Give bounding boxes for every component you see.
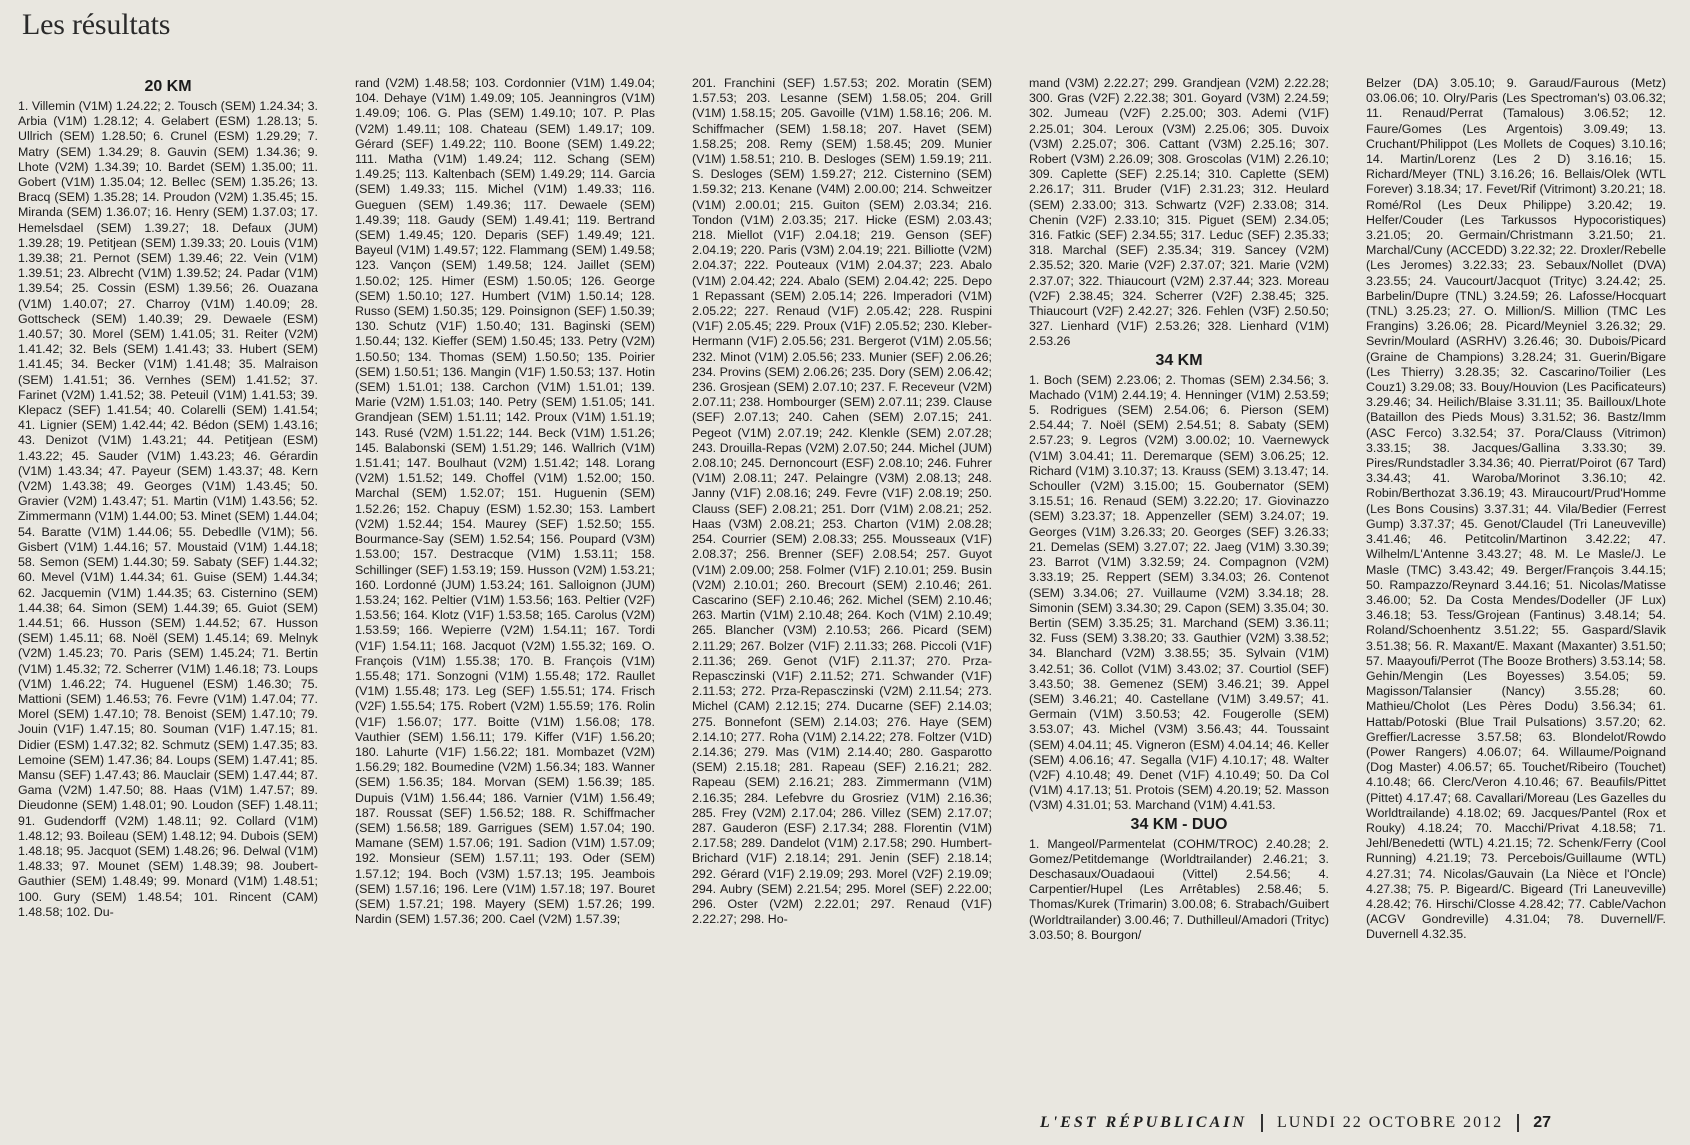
footer-divider bbox=[1517, 1114, 1519, 1132]
results-column-4 bbox=[1029, 76, 1329, 1066]
section-title-34km-duo: 34 KM - DUO bbox=[1130, 815, 1228, 833]
results-text: rand (V2M) 1.48.58; 103. Cordonnier (V1M) 1.49.04; 104. Dehaye (V1M) 1.49.09; 105. Jeanningros (V1M) 1.49.09; 106. G. Plas (SEM) 1.49.10; 107. P. Plas (V2M) 1.49.11; 108. Chateau (SEM) 1.49.17; 109. Gérard (SEF) 1.49.22; 110. Boone (SEM) 1.49.22; 111. Matha (V1M) 1.49.24; 112. Schang (SEM) 1.49.25; 113. Kaltenbach (SEM) 1.49.29; 114. Garcia (SEM) 1.49.33; 115. Michel (V1M) 1.49.33; 116. Gueguen (SEM) 1.49.36; 117. Dewaele (SEM) 1.49.39; 118. Gaudy (SEM) 1.49.41; 119. Bertrand (SEM) 1.49.45; 120. Deparis (SEF) 1.49.49; 121. Bayeul (V1M) 1.49.57; 122. Flammang (SEM) 1.49.58; 123. Vançon (SEM) 1.49.58; 124. Jaillet (SEM) 1.50.02; 125. Himer (ESM) 1.50.05; 126. George (SEM) 1.50.10; 127. Humbert (V1M) 1.50.14; 128. Russo (SEM) 1.50.35; 129. Poinsignon (SEF) 1.50.39; 130. Schutz (V1F) 1.50.40; 131. Baginski (SEM) 1.50.44; 132. Kieffer (SEM) 1.50.45; 133. Petry (V2M) 1.50.50; 134. Thomas (SEM) 1.50.50; 135. Poirier (SEM) 1.50.51; 136. Mangin (V1F) 1.50.53; 137. Hotin (SEM) 1.51.01; 138. Carchon (V1M) 1.51.01; 139. Marie (V2M) 1.51.03; 140. Petry (SEM) 1.51.05; 141. Grandjean (SEM) 1.51.11; 142. Proux (V1M) 1.51.19; 143. Rusé (V2M) 1.51.22; 144. Beck (V1M) 1.51.26; 145. Balabonski (SEM) 1.51.29; 146. Wallrich (V1M) 1.51.41; 147. Boulhaut (V2M) 1.51.42; 148. Lorang (V2M) 1.51.52; 149. Choffel (V1M) 1.52.00; 150. Marchal (SEM) 1.52.07; 151. Huguenin (SEM) 1.52.26; 152. Chapuy (ESM) 1.52.30; 153. Lambert (V2M) 1.52.44; 154. Maurey (SEF) 1.52.50; 155. Bourmance-Say (SEM) 1.52.54; 156. Poupard (V3M) 1.53.00; 157. Destracque (V1M) 1.53.11; 158. Schillinger (SEF) 1.53.19; 159. Husson (V2M) 1.53.21; 160. Lordonné (JUM) 1.53.24; 161. Salloignon (JUM) 1.53.24; 162. Peltier (V1M) 1.53.56; 163. Peltier (V2F) 1.53.56; 164. Klotz (V1F) 1.53.58; 165. Carolus (V2M) 1.53.59; 166. Wepierre (V2M) 1.54.11; 167. Tordi (V1F) 1.54.11; 168. Jacquot (V2M) 1.55.32; 169. O. François (V1M) 1.55.38; 170. B. François (V1M) 1.55.48; 171. Sonzogni (V1M) 1.55.48; 172. Raullet (V1M) 1.55.48; 173. Leg (SEF) 1.55.51; 174. Frisch (V2F) 1.55.54; 175. Robert (V2M) 1.55.59; 176. Rolin (V1F) 1.56.07; 177. Boitte (V1M) 1.56.08; 178. Vauthier (SEM) 1.56.11; 179. Kiffer (V1F) 1.56.20; 180. Lahurte (V1F) 1.56.22; 181. Mombazet (V2M) 1.56.29; 182. Boumedine (V2M) 1.56.34; 183. Wanner (SEM) 1.56.35; 184. Morvan (SEM) 1.56.39; 185. Dupuis (V1M) 1.56.44; 186. Varnier (V1M) 1.56.49; 187. Roussat (SEF) 1.56.52; 188. R. Schiffmacher (SEM) 1.56.58; 189. Garrigues (SEM) 1.57.04; 190. Mamane (SEM) 1.57.06; 191. Sadion (V1M) 1.57.09; 192. Monsieur (SEM) 1.57.11; 193. Oder (SEM) 1.57.12; 194. Boch (V3M) 1.57.13; 195. Jeambois (SEM) 1.57.16; 196. Lere (V1M) 1.57.18; 197. Bouret (SEM) 1.57.21; 198. Mayery (SEM) 1.57.26; 199. Nardin (SEM) 1.57.36; 200. Cael (V2M) 1.57.39; bbox=[355, 76, 655, 927]
results-text: Belzer (DA) 3.05.10; 9. Garaud/Faurous (Metz) 03.06.06; 10. Olry/Paris (Les Spectroman's) 03.06.32; 11. Renaud/Perrat (Tamalous) 3.06.52; 12. Faure/Gomes (Les Argentois) 3.09.49; 13. Cruchant/Philippot (Les Mollets de Coques) 3.10.16; 14. Martin/Lorenz (Les 2 D) 3.16.16; 15. Richard/Meyer (TNL) 3.16.26; 16. Bellais/Olek (WTL Forever) 3.18.34; 17. Fevet/Rif (Vitrimont) 3.20.21; 18. Romé/Rol (Les Deux Philippe) 3.20.42; 19. Helfer/Couder (Les Tarkussos Hypocoristiques) 3.21.05; 20. Germain/Christmann 3.21.50; 21. Marchal/Cuny (ACCEDD) 3.22.32; 22. Droxler/Rebelle (Les Jeromes) 3.22.33; 23. Sebaux/Nollet (DVA) 3.23.55; 24. Vaucourt/Jacquot (Trityc) 3.24.42; 25. Barbelin/Dupre (TNL) 3.24.59; 26. Lafosse/Hocquart (TNL) 3.25.23; 27. O. Million/S. Million (TMC Les Frangins) 3.26.06; 28. Picard/Meyniel 3.26.32; 29. Sevrin/Moulard (ASRHV) 3.26.46; 30. Dubois/Picard (Graine de Champions) 3.28.24; 31. Guerin/Bigare (Les Thierry) 3.28.35; 32. Cascarino/Toilier (Les Couz1) 3.29.08; 33. Bouy/Houvion (Les Pacificateurs) 3.29.46; 34. Heilich/Blaise 3.31.11; 35. Bailloux/Lhote (Bataillon des Pieds Mous) 3.31.52; 36. Bastz/Imm (ASC Ferco) 3.32.54; 37. Pora/Clauss (Vitrimon) 3.33.15; 38. Jacques/Gallina 3.33.30; 39. Pires/Rundstadler 3.34.36; 40. Pierrat/Poirot (67 Tard) 3.34.43; 41. Waroba/Morinot 3.36.10; 42. Robin/Berthozat 3.36.19; 43. Miraucourt/Prud'Homme (Les Bons Cousins) 3.37.31; 44. Vila/Bedier (Ferrest Gump) 3.37.37; 45. Genot/Claudel (Tri Laneuveville) 3.41.46; 46. Petitcolin/Martinon 3.42.22; 47. Wilhelm/L'Antenne 3.43.27; 48. M. Le Masle/J. Le Masle (TMC) 3.43.42; 49. Berger/François 3.44.15; 50. Rampazzo/Reynard 3.44.16; 51. Nicolas/Matisse 3.46.00; 52. Da Costa Mendes/Dodeller (JF Lux) 3.46.18; 53. Tess/Grojean (Fantinus) 3.48.14; 54. Roland/Schoenhentz 3.51.22; 55. Gaspard/Slavik 3.51.38; 56. R. Maxant/E. Maxant (Maxanter) 3.51.50; 57. Maayoufi/Perrot (The Booze Brothers) 3.53.14; 58. Gehin/Mengin (Les Boyesses) 3.54.05; 59. Magisson/Talansier (Nancy) 3.55.28; 60. Mathieu/Cholot (Les Pères Dodu) 3.56.34; 61. Hattab/Potoski (Blue Trail Pulsations) 3.57.20; 62. Greffier/Lacresse 3.57.58; 63. Blondelot/Rowdo (Power Rangers) 4.06.07; 64. Willaume/Poignand (Dog Master) 4.06.57; 65. Touchet/Ribeiro (Touchet) 4.10.48; 66. Clerc/Veron 4.10.46; 67. Beaufils/Pittet (Pittet) 4.17.47; 68. Cavallari/Moreau (Les Gazelles du Worldtrailande) 4.18.02; 69. Jacques/Pantel (Rox et Rouky) 4.18.24; 70. Macchi/Privat 4.18.58; 71. Jehl/Benedetti (WTL) 4.21.15; 72. Schenk/Ferry (Cool Running) 4.21.19; 73. Percebois/Guillaume (WTL) 4.27.31; 74. Nicolas/Gauvain (La Nièce et l'Oncle) 4.27.38; 75. P. Bigeard/C. Bigeard (Tri Laneuveville) 4.28.42; 76. Hirschi/Closse 4.28.42; 77. Cable/Vachon (ACGV Gondreville) 4.31.04; 78. Duvernell/F. Duvernell 4.32.35. bbox=[1366, 76, 1666, 942]
section-title-20km: 20 KM bbox=[144, 78, 192, 95]
page-title: Les résultats bbox=[22, 8, 171, 41]
page-number: 27 bbox=[1533, 1114, 1551, 1131]
results-text: 1. Villemin (V1M) 1.24.22; 2. Tousch (SEM) 1.24.34; 3. Arbia (V1M) 1.28.12; 4. Gelabert (ESM) 1.28.13; 5. Ullrich (SEM) 1.28.50; 6. Crunel (ESM) 1.29.29; 7. Matry (SEM) 1.34.29; 8. Gauvin (SEM) 1.34.36; 9. Lhote (V2M) 1.34.39; 10. Bardet (SEM) 1.35.00; 11. Gobert (V1M) 1.35.04; 12. Bellec (SEM) 1.35.26; 13. Bracq (SEM) 1.35.28; 14. Proudon (V2M) 1.35.45; 15. Miranda (SEM) 1.36.07; 16. Henry (SEM) 1.37.03; 17. Hemelsdael (SEM) 1.39.27; 18. Defaux (JUM) 1.39.28; 19. Petitjean (SEM) 1.39.33; 20. Louis (V1M) 1.39.38; 21. Pernot (SEM) 1.39.46; 22. Vein (V1M) 1.39.51; 23. Albrecht (V1M) 1.39.52; 24. Padar (V1M) 1.39.54; 25. Cossin (ESM) 1.39.56; 26. Ouazana (V1M) 1.40.07; 27. Charroy (V1M) 1.40.09; 28. Gottscheck (SEM) 1.40.39; 29. Dewaele (ESM) 1.40.57; 30. Morel (SEM) 1.41.05; 31. Reiter (V2M) 1.41.42; 32. Bels (SEM) 1.41.43; 33. Hubert (SEM) 1.41.45; 34. Becker (V1M) 1.41.48; 35. Malraison (SEM) 1.41.51; 36. Vernhes (SEM) 1.41.52; 37. Farinet (V2M) 1.41.52; 38. Peteuil (V1M) 1.41.53; 39. Klepacz (SEF) 1.41.54; 40. Colarelli (SEM) 1.41.54; 41. Lignier (SEM) 1.42.44; 42. Bédon (SEM) 1.43.16; 43. Denizot (V1M) 1.43.21; 44. Petitjean (ESM) 1.43.22; 45. Sauder (V1M) 1.43.23; 46. Gérardin (V1M) 1.43.34; 47. Payeur (SEM) 1.43.37; 48. Kern (V2M) 1.43.38; 49. Georges (V1M) 1.43.45; 50. Gravier (V2M) 1.43.47; 51. Martin (V1M) 1.43.56; 52. Zimmermann (V1M) 1.44.00; 53. Minet (SEM) 1.44.04; 54. Baratte (V1M) 1.44.06; 55. Debedlle (V1M); 56. Gisbert (V1M) 1.44.16; 57. Moustaid (V1M) 1.44.18; 58. Semon (SEM) 1.44.30; 59. Sabaty (SEF) 1.44.32; 60. Mevel (V1M) 1.44.34; 61. Guise (SEM) 1.44.34; 62. Jacquemin (V1M) 1.44.35; 63. Cisternino (SEM) 1.44.38; 64. Simon (SEM) 1.44.39; 65. Guiot (SEM) 1.44.51; 66. Husson (SEM) 1.44.52; 67. Husson (SEM) 1.45.11; 68. Noël (SEM) 1.45.14; 69. Melnyk (V2M) 1.45.23; 70. Paris (SEM) 1.45.24; 71. Bertin (V1M) 1.45.32; 72. Scherrer (V1M) 1.46.18; 73. Loups (V1M) 1.46.22; 74. Huguenel (ESM) 1.46.30; 75. Mattioni (SEM) 1.46.53; 76. Fevre (V1M) 1.47.04; 77. Morel (SEM) 1.47.10; 78. Benoist (SEM) 1.47.10; 79. Jouin (V1F) 1.47.15; 80. Souman (V1F) 1.47.15; 81. Didier (ESM) 1.47.32; 82. Schmutz (SEM) 1.47.35; 83. Lemoine (SEM) 1.47.36; 84. Loups (SEM) 1.47.41; 85. Mansu (SEF) 1.47.43; 86. Mauclair (SEM) 1.47.44; 87. Gama (V2M) 1.47.50; 88. Haas (V1M) 1.47.57; 89. Dieudonne (SEM) 1.48.01; 90. Loudon (SEF) 1.48.11; 91. Gudendorff (V2M) 1.48.11; 92. Collard (V1M) 1.48.12; 93. Boileau (SEM) 1.48.12; 94. Dubois (SEM) 1.48.18; 95. Jacquot (SEM) 1.48.26; 96. Delwal (V1M) 1.48.33; 97. Mounet (SEM) 1.48.39; 98. Joubert-Gauthier (SEM) 1.48.49; 99. Monard (V1M) 1.48.51; 100. Gury (SEM) 1.48.54; 101. Rincent (CAM) 1.48.58; 102. Du- bbox=[18, 99, 318, 919]
section-title-34km: 34 KM bbox=[1155, 351, 1203, 369]
results-text: 1. Mangeol/Parmentelat (COHM/TROC) 2.40.28; 2. Gomez/Petitdemange (Worldtrailander) 2.46.21; 3. Deschasaux/Ouadaoui (Vittel) 2.54.56; 4. Carpentier/Hupel (Les Arrêtables) 2.58.46; 5. Thomas/Kurek (Trimarin) 3.00.08; 6. Strabach/Guibert (Worldtrailander) 3.00.46; 7. Duthilleul/Amadori (Trityc) 3.03.50; 8. Bourgon/ bbox=[1029, 836, 1329, 942]
results-column-2 bbox=[355, 76, 655, 1066]
results-text: mand (V3M) 2.22.27; 299. Grandjean (V2M) 2.22.28; 300. Gras (V2F) 2.22.38; 301. Goyard (V3M) 2.24.59; 302. Jumeau (V2F) 2.25.00; 303. Ademi (V1F) 2.25.01; 304. Leroux (V3M) 2.25.06; 305. Duvoix (V3M) 2.25.07; 306. Cattant (V3M) 2.25.16; 307. Robert (V3M) 2.26.09; 308. Groscolas (V1M) 2.26.10; 309. Caplette (SEF) 2.25.14; 310. Caplette (SEM) 2.26.17; 311. Bruder (V1F) 2.31.23; 312. Heulard (SEM) 2.33.00; 313. Schwartz (V2F) 2.33.08; 314. Chenin (V2F) 2.33.10; 315. Piguet (SEM) 2.34.05; 316. Fatkic (SEF) 2.34.55; 317. Leduc (SEF) 2.35.33; 318. Marchal (SEF) 2.35.34; 319. Sancey (V2M) 2.35.52; 320. Marie (V2F) 2.37.07; 321. Marie (V2M) 2.37.07; 322. Thiaucourt (V2M) 2.37.44; 323. Moreau (V2F) 2.38.45; 324. Scherrer (V2F) 2.38.45; 325. Thiaucourt (V2F) 2.42.27; 326. Fehlen (V3F) 2.50.50; 327. Lienhard (V1F) 2.53.26; 328. Lienhard (V1M) 2.53.26 bbox=[1029, 76, 1329, 349]
publication-date: LUNDI 22 OCTOBRE 2012 bbox=[1277, 1114, 1504, 1131]
results-column-5 bbox=[1366, 76, 1666, 1066]
results-column-1 bbox=[18, 76, 318, 1066]
results-text: 1. Boch (SEM) 2.23.06; 2. Thomas (SEM) 2.34.56; 3. Machado (V1M) 2.44.19; 4. Henninger (V1M) 2.53.59; 5. Rodrigues (SEM) 2.54.06; 6. Pierson (SEM) 2.54.44; 7. Noël (SEM) 2.54.51; 8. Sabaty (SEM) 2.57.23; 9. Legros (V2M) 3.00.02; 10. Vaernewyck (V1M) 3.04.41; 11. Deremarque (SEM) 3.06.25; 12. Richard (V1M) 3.10.37; 13. Krauss (SEM) 3.13.47; 14. Schouller (V2M) 3.15.00; 15. Goubernator (SEM) 3.15.51; 16. Renaud (SEM) 3.22.20; 17. Giovinazzo (SEM) 3.23.37; 18. Appenzeller (SEM) 3.24.07; 19. Georges (V1M) 3.26.33; 20. Georges (SEF) 3.26.33; 21. Demelas (SEM) 3.27.07; 22. Jaeg (V1M) 3.30.39; 23. Barrot (V1M) 3.32.59; 24. Compagnon (V2M) 3.33.19; 25. Reppert (SEM) 3.34.03; 26. Contenot (SEM) 3.34.06; 27. Vuillaume (V2M) 3.34.18; 28. Simonin (SEM) 3.34.30; 29. Capon (SEM) 3.35.04; 30. Bertin (SEM) 3.35.25; 31. Marchand (SEM) 3.36.11; 32. Fuss (SEM) 3.38.20; 33. Gauthier (V2M) 3.38.52; 34. Blanchard (V2M) 3.38.55; 35. Sylvain (V1M) 3.42.51; 36. Collot (V1M) 3.43.02; 37. Courtiol (SEF) 3.43.50; 38. Gemenez (SEM) 3.46.21; 39. Appel (SEM) 3.46.21; 40. Castellane (V1M) 3.49.57; 41. Germain (V1M) 3.50.53; 42. Fougerolle (SEM) 3.53.07; 43. Michel (V3M) 3.56.43; 44. Toussaint (SEM) 4.04.11; 45. Vigneron (ESM) 4.04.14; 46. Keller (SEM) 4.06.16; 47. Segalla (V1F) 4.10.17; 48. Walter (V2F) 4.10.48; 49. Denet (V1F) 4.10.49; 50. Da Col (V1M) 4.17.13; 51. Protois (SEM) 4.20.19; 52. Masson (V3M) 4.31.01; 53. Marchand (V1M) 4.41.53. bbox=[1029, 372, 1329, 813]
page-footer bbox=[1040, 1108, 1670, 1138]
results-text: 201. Franchini (SEF) 1.57.53; 202. Moratin (SEM) 1.57.53; 203. Lesanne (SEM) 1.58.05; 204. Grill (V1M) 1.58.15; 205. Gavoille (V1M) 1.58.16; 206. M. Schiffmacher (SEM) 1.58.18; 207. Havet (SEM) 1.58.25; 208. Remy (SEM) 1.58.45; 209. Munier (V1M) 1.58.51; 210. B. Desloges (SEM) 1.59.19; 211. S. Desloges (SEM) 1.59.27; 212. Cisternino (SEM) 1.59.32; 213. Kenane (V4M) 2.00.00; 214. Schweitzer (V1M) 2.00.01; 215. Guiton (SEM) 2.03.34; 216. Tondon (V1M) 2.03.35; 217. Hicke (ESM) 2.03.43; 218. Miellot (V1F) 2.04.18; 219. Genson (SEF) 2.04.19; 220. Paris (V3M) 2.04.19; 221. Billiotte (V2M) 2.04.37; 222. Pouteaux (V1M) 2.04.37; 223. Abalo (V1M) 2.04.42; 224. Abalo (SEM) 2.04.42; 225. Depo 1 Repassant (SEM) 2.05.14; 226. Imperadori (V1M) 2.05.22; 227. Renaud (V1F) 2.05.42; 228. Ruspini (V1F) 2.05.45; 229. Proux (V1F) 2.05.52; 230. Kleber-Hermann (V1F) 2.05.56; 231. Bergerot (V1M) 2.05.56; 232. Minot (V1M) 2.05.56; 233. Munier (SEF) 2.06.26; 234. Provins (SEM) 2.06.26; 235. Dory (SEM) 2.06.42; 236. Grosjean (SEM) 2.07.10; 237. F. Receveur (V2M) 2.07.11; 238. Hombourger (SEM) 2.07.11; 239. Clause (SEF) 2.07.13; 240. Cahen (SEM) 2.07.15; 241. Pegeot (V1M) 2.07.19; 242. Klenkle (SEM) 2.07.28; 243. Drouilla-Repas (V2M) 2.07.50; 244. Michel (JUM) 2.08.10; 245. Dernoncourt (ESF) 2.08.10; 246. Fuhrer (V1M) 2.08.11; 247. Pelaingre (V3M) 2.08.13; 248. Janny (V1F) 2.08.16; 249. Fevre (V1F) 2.08.19; 250. Clauss (SEF) 2.08.21; 251. Dorr (V1M) 2.08.21; 252. Haas (V3M) 2.08.21; 253. Charton (V1M) 2.08.28; 254. Courrier (SEM) 2.08.33; 255. Mousseaux (V1F) 2.08.37; 256. Brenner (SEF) 2.08.54; 257. Guyot (V1M) 2.09.00; 258. Folmer (V1F) 2.10.01; 259. Busin (V2M) 2.10.01; 260. Brecourt (SEM) 2.10.46; 261. Cascarino (SEF) 2.10.46; 262. Michel (SEM) 2.10.46; 263. Martin (V1M) 2.10.48; 264. Koch (V1M) 2.10.49; 265. Blancher (V3M) 2.10.53; 266. Picard (SEM) 2.11.29; 267. Bolzer (V1F) 2.11.33; 268. Piccoli (V1F) 2.11.36; 269. Genot (V1F) 2.11.37; 270. Prza-Repasczinski (V1F) 2.11.52; 271. Schwander (V1F) 2.11.53; 272. Prza-Repasczinski (V2M) 2.11.54; 273. Michel (CAM) 2.12.15; 274. Ducarne (SEF) 2.14.03; 275. Bonnefont (SEM) 2.14.03; 276. Haye (SEM) 2.14.10; 277. Roha (V1M) 2.14.22; 278. Foltzer (V1D) 2.14.36; 279. Mas (V1M) 2.14.40; 280. Gasparotto (SEM) 2.15.18; 281. Rapeau (SEF) 2.16.21; 282. Rapeau (SEM) 2.16.21; 283. Zimmermann (V1M) 2.16.35; 284. Lefebvre du Grosriez (V1M) 2.16.36; 285. Frey (V2M) 2.17.04; 286. Villez (SEM) 2.17.07; 287. Gauderon (ESF) 2.17.34; 288. Florentin (V1M) 2.17.58; 289. Dandelot (V1M) 2.17.58; 290. Humbert-Brichard (V1F) 2.18.14; 291. Jenin (SEF) 2.18.14; 292. Gérard (V1F) 2.19.09; 293. Morel (V2F) 2.19.09; 294. Aubry (SEM) 2.21.54; 295. Morel (SEF) 2.22.00; 296. Oster (V2M) 2.22.01; 297. Renaud (V1F) 2.22.27; 298. Ho- bbox=[692, 76, 992, 927]
results-column-3 bbox=[692, 76, 992, 1066]
footer-divider bbox=[1261, 1114, 1263, 1132]
newspaper-name: L'EST RÉPUBLICAIN bbox=[1040, 1114, 1248, 1131]
